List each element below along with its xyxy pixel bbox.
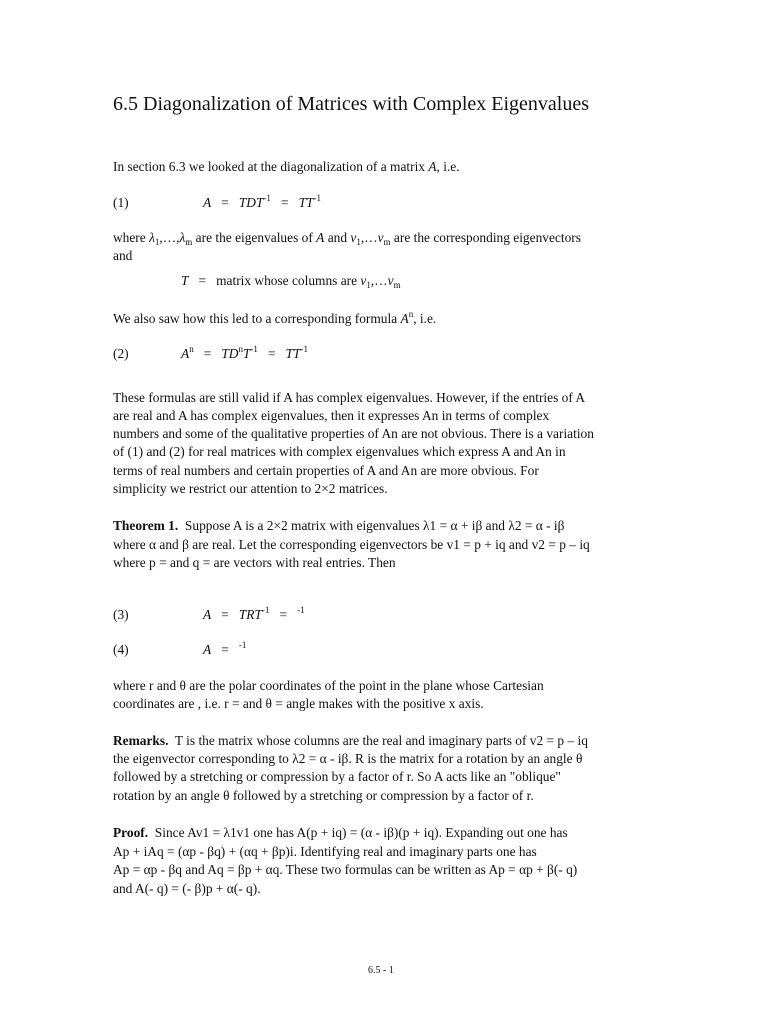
remarks-text-1: T is the matrix whose columns are the real and imaginary parts of v2 = p – iq [174,733,588,748]
intro-line [113,158,460,176]
eq3-eq2: = [279,607,288,622]
T-definition [181,273,401,289]
equation-2 [181,346,308,362]
remarks-line-2: the eigenvector corresponding to λ2 = α - iβ. R is the matrix for a rotation by an angle θ [113,751,583,766]
theorem-line-3: where p = and q = are vectors with real entries. Then [113,555,396,570]
theorem-line-1 [113,517,564,535]
tdef-eq: = [198,273,207,288]
where-lam2: λ [179,230,186,245]
where-v1: 1 [356,237,361,247]
remarks-label: Remarks. [113,733,169,748]
eq4-eq: = [221,642,229,657]
eq1-exp: -1 [263,193,271,203]
where-t4: are the corresponding eigenvectors [393,230,581,245]
eq2-exp2: -1 [300,344,308,354]
also-A: A [400,311,409,326]
remarks-line-3: followed by a stretching or compression by a factor of r. So A acts like an "oblique" [113,769,561,784]
also-text: We also saw how this led to a corresponding formula [113,311,398,326]
where-sub1: 1 [154,237,160,247]
eq2-eq: = [203,346,212,361]
equation-3 [203,607,305,623]
equation-1 [203,195,321,211]
proof-text-1: Since Av1 = λ1v1 one has A(p + iq) = (α - iβ)(p + iq). Expanding out one has [154,825,568,840]
proof-line-4: and A(- q) = (- β)p + α(- q). [113,881,261,896]
equation-2-number: (2) [113,346,129,361]
remarks-line-4: rotation by an angle θ followed by a stretching or compression by a factor of r. [113,788,534,803]
eq3-exp: -1 [261,605,270,615]
eq1-eq2: = [280,195,289,210]
eq2-TD: TD [221,346,239,361]
eq1-lhs: A [203,195,212,210]
proof-line-3: Ap = αp - βq and Aq = βp + αq. These two formulas can be written as Ap = αp + β(- q) [113,862,578,877]
also-end: , i.e. [413,311,437,326]
and-line: and [113,248,133,263]
eq3-eq: = [221,607,229,622]
where-subm: m [185,237,193,247]
where-dots: ,…, [159,230,180,245]
section-title: 6.5 Diagonalization of Matrices with Complex Eigenvalues [113,93,589,115]
equation-1-number: (1) [113,195,129,210]
tdef-vm: v [387,273,394,288]
where-line [113,229,581,247]
tdef-v1: 1 [366,280,371,290]
where-v: v [350,230,357,245]
para1-line-1: These formulas are still valid if A has complex eigenvalues. However, if the entries of A [113,390,586,405]
equation-4-number: (4) [113,642,129,657]
theorem-label: Theorem 1. [113,518,179,533]
theorem-text-1: Suppose A is a 2×2 matrix with eigenvalues λ1 = α + iβ and λ2 = α - iβ [184,518,565,533]
eq1-exp2: -1 [313,193,321,203]
para1-line-2: are real and A has complex eigenvalues, then it expresses An in terms of complex [113,408,550,423]
where-vsubm: m [383,237,391,247]
where-dots2: ,… [360,230,378,245]
para1-line-5: terms of real numbers and certain properties of A and An are more obvious. For [113,463,539,478]
para1-line-3: numbers and some of the qualitative properties of An are not obvious. There is a variation [113,426,594,441]
where-A: A [316,230,325,245]
tdef-T: T [181,273,189,288]
eq3-A: A [203,607,212,622]
eq1-eq: = [221,195,229,210]
eq2-eq2: = [267,346,276,361]
intro-end: , i.e. [436,159,460,174]
page-number: 6.5 - 1 [368,965,394,976]
where-t1: where [113,230,146,245]
proof-line-1 [113,824,568,842]
eq4-A: A [203,642,212,657]
equation-4 [203,642,246,658]
para1-line-6: simplicity we restrict our attention to 2×2 matrices. [113,481,388,496]
proof-line-2: Ap + iAq = (αp - βq) + (αq + βp)i. Identifying real and imaginary parts one has [113,844,537,859]
eq3-exp2: -1 [297,605,305,615]
tdef-dots: ,… [370,273,388,288]
where-vm: v [377,230,384,245]
eq3-TRT: TRT [238,607,262,622]
also-saw-line [113,310,436,328]
theorem-line-2: where α and β are real. Let the corresponding eigenvectors be v1 = p + iq and v2 = p – iq [113,537,590,552]
tdef-vsubm: m [393,280,401,290]
remarks-line-1 [113,732,588,750]
also-n: n [408,309,414,319]
eq1-rhs1: TDT [238,195,264,210]
tdef-v: v [360,273,367,288]
eq2-exp: -1 [250,344,258,354]
proof-label: Proof. [113,825,149,840]
eq2-T: T [242,346,251,361]
eq4-exp: -1 [238,640,247,650]
eq2-Dn: n [238,344,243,354]
intro-text: In section 6.3 we looked at the diagonalization of a matrix [113,159,425,174]
intro-var: A [428,159,437,174]
where-t3: and [327,230,348,245]
polar-line-1: where r and θ are the polar coordinates of the point in the plane whose Cartesian [113,678,544,693]
eq1-rhs2: TT [298,195,314,210]
where-lam: λ [149,230,155,245]
eq2-TT: TT [285,346,301,361]
equation-3-number: (3) [113,607,129,622]
eq2-A: A [181,346,190,361]
para1-line-4: of (1) and (2) for real matrices with complex eigenvalues which express A and An in [113,444,566,459]
polar-line-2: coordinates are , i.e. r = and θ = angle makes with the positive x axis. [113,696,484,711]
tdef-text: matrix whose columns are [216,273,358,288]
eq2-n: n [189,344,194,354]
where-t2: are the eigenvalues of [195,230,313,245]
